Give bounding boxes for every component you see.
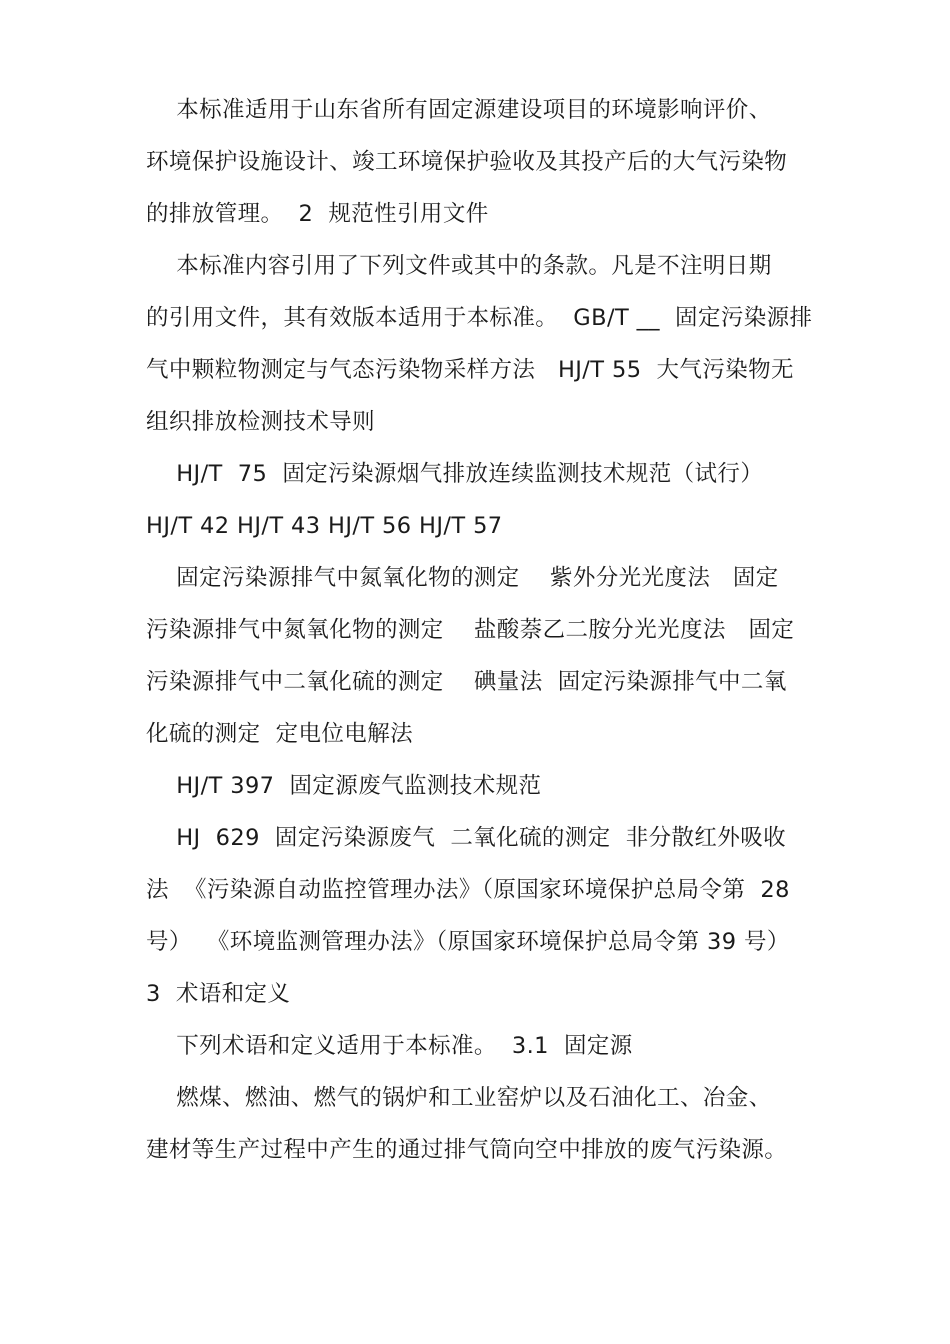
text-line: 法 《污染源自动监控管理办法》（原国家环境保护总局令第 28 <box>146 877 790 903</box>
text-line: 环境保护设施设计、竣工环境保护验收及其投产后的大气污染物 <box>146 149 788 175</box>
text-line: 污染源排气中氮氧化物的测定 盐酸萘乙二胺分光光度法 固定 <box>146 617 795 643</box>
text-line: HJ/T 75 固定污染源烟气排放连续监测技术规范（试行） <box>146 461 764 487</box>
text-line: 组织排放检测技术导则 <box>146 409 376 435</box>
text-line: 号） 《环境监测管理办法》（原国家环境保护总局令第 39 号） <box>146 929 790 955</box>
text-line: 燃煤、燃油、燃气的锅炉和工业窑炉以及石油化工、冶金、 <box>146 1085 772 1111</box>
text-line: 下列术语和定义适用于本标准。 3.1 固定源 <box>146 1033 633 1059</box>
text-line: 固定污染源排气中氮氧化物的测定 紫外分光光度法 固定 <box>146 565 779 591</box>
text-line: 气中颗粒物测定与气态污染物采样方法 HJ/T 55 大气污染物无 <box>146 357 794 383</box>
text-line: 本标准适用于山东省所有固定源建设项目的环境影响评价、 <box>146 97 772 123</box>
section-heading: 3 术语和定义 <box>146 981 291 1007</box>
text-line: HJ/T 42 HJ/T 43 HJ/T 56 HJ/T 57 <box>146 513 503 539</box>
text-line: 建材等生产过程中产生的通过排气筒向空中排放的废气污染源。 <box>146 1137 788 1163</box>
text-line: 化硫的测定 定电位电解法 <box>146 721 414 747</box>
text-line: 的引用文件，其有效版本适用于本标准。 GB/T __ 固定污染源排 <box>146 305 813 331</box>
text-line: 的排放管理。 2 规范性引用文件 <box>146 201 489 227</box>
text-line: 本标准内容引用了下列文件或其中的条款。凡是不注明日期 <box>146 253 772 279</box>
text-line: 污染源排气中二氧化硫的测定 碘量法 固定污染源排气中二氧 <box>146 669 787 695</box>
document-body <box>146 84 816 1176</box>
text-line: HJ 629 固定污染源废气 二氧化硫的测定 非分散红外吸收 <box>146 825 787 851</box>
text-line: HJ/T 397 固定源废气监测技术规范 <box>146 773 542 799</box>
